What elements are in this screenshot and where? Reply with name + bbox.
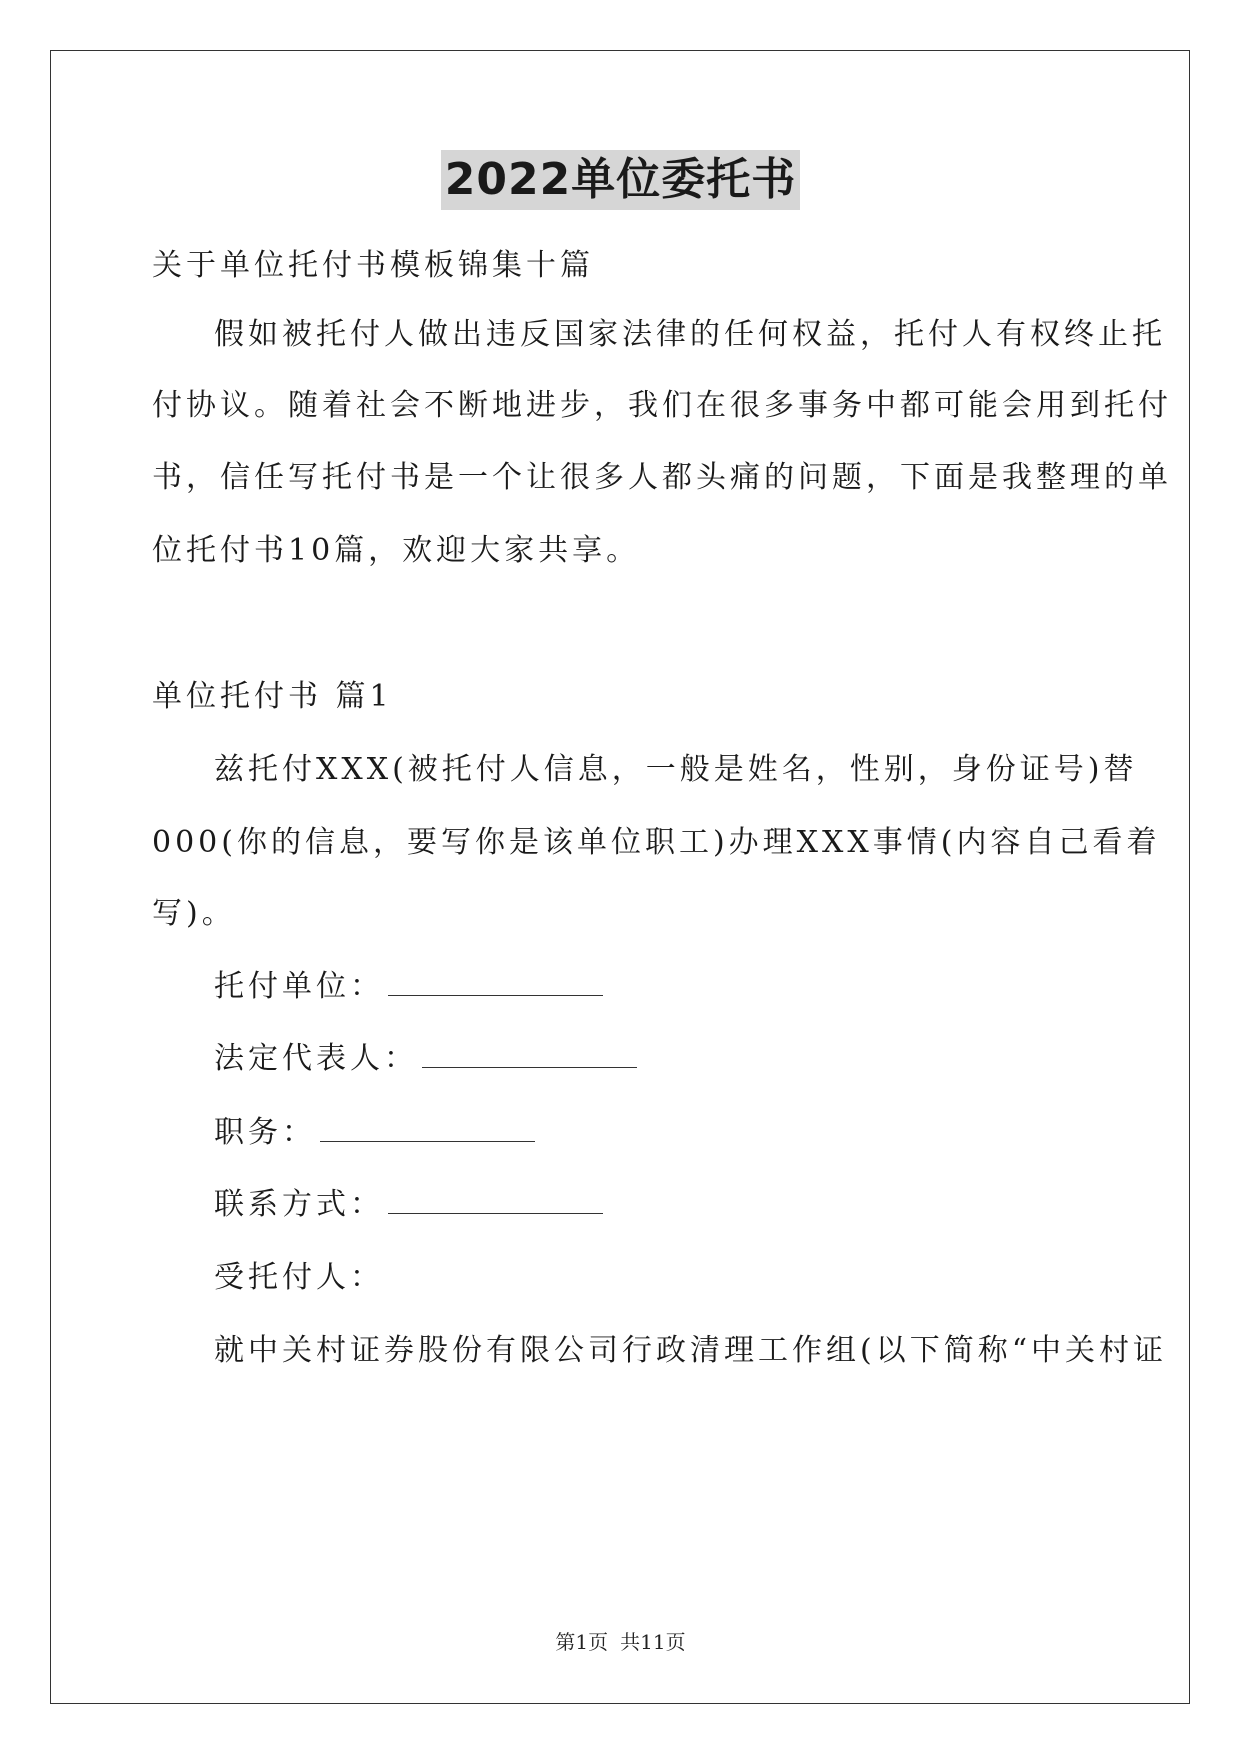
intro-line-4: 位托付书10篇，欢迎大家共享。 [152, 533, 641, 568]
field-legal-rep [214, 1037, 1154, 1081]
field-trustee [214, 1256, 1154, 1300]
subtitle: 关于单位托付书模板锦集十篇 [152, 248, 594, 283]
field-legal-rep-blank [422, 1037, 637, 1068]
field-contact [214, 1183, 1154, 1227]
field-unit [214, 965, 1154, 1009]
intro-line-2: 付协议。随着社会不断地进步，我们在很多事务中都可能会用到托付 [152, 388, 1172, 423]
field-unit-blank [388, 965, 603, 996]
field-position [214, 1111, 1154, 1155]
section-heading: 单位托付书 篇1 [152, 679, 393, 714]
field-unit-label: 托付单位： [214, 969, 384, 1004]
last-line: 就中关村证券股份有限公司行政清理工作组(以下简称“中关村证 [214, 1333, 1168, 1368]
intro-line-3: 书，信任写托付书是一个让很多人都头痛的问题，下面是我整理的单 [152, 460, 1172, 495]
field-position-blank [320, 1111, 535, 1142]
document-title: 2022单位委托书 [441, 150, 800, 210]
field-legal-rep-label: 法定代表人： [214, 1041, 418, 1076]
intro-line-1: 假如被托付人做出违反国家法律的任何权益，托付人有权终止托 [214, 317, 1166, 352]
body-line-3: 写)。 [152, 896, 236, 931]
footer-page-number: 第1页 [555, 1630, 609, 1654]
footer-total-pages: 共11页 [620, 1630, 686, 1654]
page-footer [0, 1628, 1241, 1656]
page-border [50, 50, 1190, 1704]
body-line-1: 兹托付XXX(被托付人信息，一般是姓名，性别，身份证号)替 [214, 752, 1138, 787]
body-line-2: 000(你的信息，要写你是该单位职工)办理XXX事情(内容自己看着 [152, 825, 1161, 860]
field-trustee-label: 受托付人： [214, 1260, 384, 1295]
field-position-label: 职务： [214, 1115, 316, 1150]
title-wrap [0, 150, 1241, 210]
field-contact-label: 联系方式： [214, 1187, 384, 1222]
field-contact-blank [388, 1183, 603, 1214]
